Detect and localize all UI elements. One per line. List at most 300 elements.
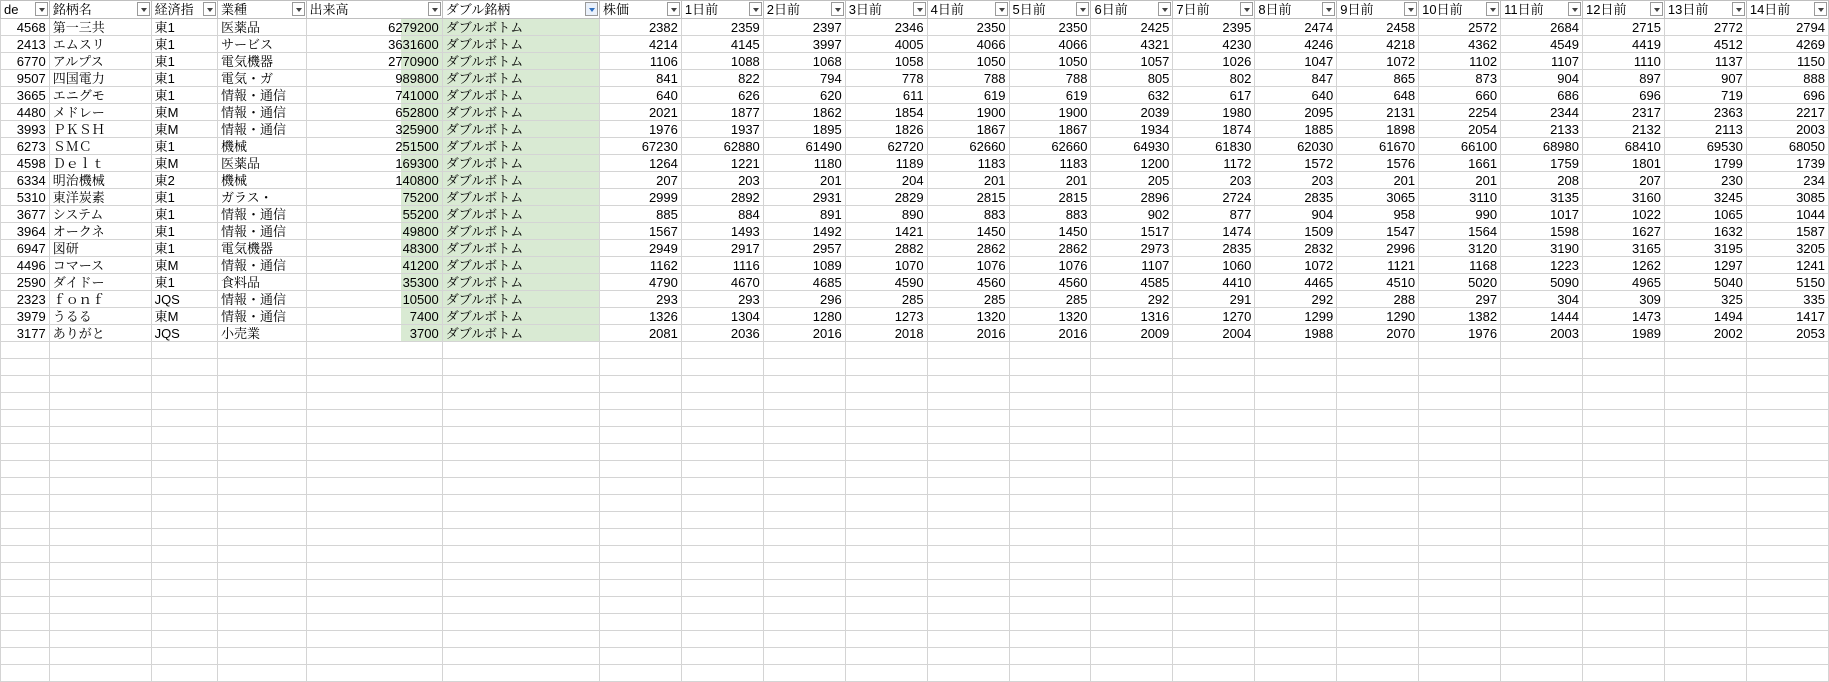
cell[interactable]: [1173, 563, 1255, 580]
cell[interactable]: 3135: [1501, 189, 1583, 206]
cell[interactable]: 958: [1337, 206, 1419, 223]
cell[interactable]: JQS: [151, 291, 217, 308]
cell[interactable]: [49, 529, 151, 546]
cell[interactable]: [927, 478, 1009, 495]
cell[interactable]: [151, 648, 217, 665]
cell[interactable]: [1664, 461, 1746, 478]
cell[interactable]: [1337, 597, 1419, 614]
cell[interactable]: [1337, 393, 1419, 410]
cell[interactable]: [1091, 444, 1173, 461]
cell[interactable]: [763, 597, 845, 614]
cell[interactable]: [599, 427, 681, 444]
cell[interactable]: 2832: [1255, 240, 1337, 257]
cell[interactable]: [49, 597, 151, 614]
cell[interactable]: [681, 376, 763, 393]
cell[interactable]: [1501, 359, 1583, 376]
cell[interactable]: 619: [927, 87, 1009, 104]
cell[interactable]: [1337, 512, 1419, 529]
cell[interactable]: [217, 563, 306, 580]
cell[interactable]: 1189: [845, 155, 927, 172]
cell[interactable]: 東1: [151, 70, 217, 87]
cell[interactable]: 2036: [681, 325, 763, 342]
cell[interactable]: [1583, 393, 1665, 410]
cell[interactable]: [1009, 461, 1091, 478]
cell[interactable]: 304: [1501, 291, 1583, 308]
cell[interactable]: [1173, 461, 1255, 478]
cell[interactable]: オークネ: [49, 223, 151, 240]
cell[interactable]: [1664, 410, 1746, 427]
cell[interactable]: [1664, 563, 1746, 580]
cell[interactable]: 1068: [763, 53, 845, 70]
cell[interactable]: ダブルボトム: [442, 104, 599, 121]
cell[interactable]: 1299: [1255, 308, 1337, 325]
empty-row[interactable]: [1, 580, 1829, 597]
cell[interactable]: 1493: [681, 223, 763, 240]
cell[interactable]: [1173, 512, 1255, 529]
cell[interactable]: [1583, 597, 1665, 614]
table-row[interactable]: [1, 291, 1829, 308]
cell[interactable]: [49, 495, 151, 512]
cell[interactable]: [151, 563, 217, 580]
cell[interactable]: [1583, 614, 1665, 631]
cell[interactable]: [1501, 444, 1583, 461]
column-header-10[interactable]: [927, 1, 1009, 19]
cell[interactable]: 2016: [763, 325, 845, 342]
cell[interactable]: [681, 495, 763, 512]
cell[interactable]: [927, 563, 1009, 580]
cell[interactable]: 2572: [1419, 19, 1501, 36]
cell[interactable]: [681, 648, 763, 665]
cell[interactable]: 1517: [1091, 223, 1173, 240]
cell[interactable]: [1337, 529, 1419, 546]
cell[interactable]: [1583, 529, 1665, 546]
cell[interactable]: [599, 597, 681, 614]
cell[interactable]: 1801: [1583, 155, 1665, 172]
cell[interactable]: [681, 393, 763, 410]
cell[interactable]: 877: [1173, 206, 1255, 223]
cell[interactable]: [681, 631, 763, 648]
cell[interactable]: 1895: [763, 121, 845, 138]
cell[interactable]: [1009, 580, 1091, 597]
cell[interactable]: 4362: [1419, 36, 1501, 53]
cell[interactable]: [1583, 512, 1665, 529]
cell[interactable]: 203: [1173, 172, 1255, 189]
cell[interactable]: [1091, 580, 1173, 597]
cell[interactable]: [1009, 444, 1091, 461]
cell[interactable]: 情報・通信: [217, 291, 306, 308]
cell[interactable]: 5020: [1419, 274, 1501, 291]
cell[interactable]: 1885: [1255, 121, 1337, 138]
cell[interactable]: 904: [1501, 70, 1583, 87]
cell[interactable]: 6279200: [306, 19, 442, 36]
cell[interactable]: [599, 665, 681, 682]
cell[interactable]: 小売業: [217, 325, 306, 342]
cell[interactable]: [1419, 512, 1501, 529]
cell[interactable]: [1664, 342, 1746, 359]
cell[interactable]: [49, 359, 151, 376]
cell[interactable]: [151, 614, 217, 631]
cell[interactable]: [763, 563, 845, 580]
cell[interactable]: [1255, 393, 1337, 410]
cell[interactable]: 4230: [1173, 36, 1255, 53]
cell[interactable]: [1255, 631, 1337, 648]
cell[interactable]: [306, 427, 442, 444]
cell[interactable]: 2133: [1501, 121, 1583, 138]
empty-row[interactable]: [1, 648, 1829, 665]
cell[interactable]: 3979: [1, 308, 50, 325]
cell[interactable]: 41200: [306, 257, 442, 274]
cell[interactable]: 201: [763, 172, 845, 189]
cell[interactable]: [763, 614, 845, 631]
cell[interactable]: [1009, 427, 1091, 444]
cell[interactable]: [1337, 495, 1419, 512]
cell[interactable]: [763, 665, 845, 682]
cell[interactable]: 4590: [845, 274, 927, 291]
cell[interactable]: ダブルボトム: [442, 308, 599, 325]
cell[interactable]: [49, 563, 151, 580]
cell[interactable]: 3245: [1664, 189, 1746, 206]
cell[interactable]: [442, 546, 599, 563]
cell[interactable]: 719: [1664, 87, 1746, 104]
cell[interactable]: 医薬品: [217, 155, 306, 172]
cell[interactable]: [1, 410, 50, 427]
cell[interactable]: 648: [1337, 87, 1419, 104]
cell[interactable]: [599, 614, 681, 631]
cell[interactable]: 1044: [1746, 206, 1828, 223]
cell[interactable]: 907: [1664, 70, 1746, 87]
empty-row[interactable]: [1, 546, 1829, 563]
cell[interactable]: [442, 342, 599, 359]
cell[interactable]: [1664, 495, 1746, 512]
cell[interactable]: [681, 359, 763, 376]
cell[interactable]: [442, 427, 599, 444]
cell[interactable]: 35300: [306, 274, 442, 291]
filter-dropdown-icon[interactable]: [913, 2, 926, 16]
cell[interactable]: [1, 648, 50, 665]
cell[interactable]: [151, 631, 217, 648]
cell[interactable]: 東M: [151, 308, 217, 325]
cell[interactable]: 686: [1501, 87, 1583, 104]
cell[interactable]: [845, 478, 927, 495]
cell[interactable]: 4480: [1, 104, 50, 121]
cell[interactable]: 69530: [1664, 138, 1746, 155]
cell[interactable]: [306, 546, 442, 563]
cell[interactable]: [763, 529, 845, 546]
cell[interactable]: [49, 631, 151, 648]
cell[interactable]: 1661: [1419, 155, 1501, 172]
cell[interactable]: 2770900: [306, 53, 442, 70]
cell[interactable]: 68410: [1583, 138, 1665, 155]
cell[interactable]: [1583, 580, 1665, 597]
cell[interactable]: [1501, 631, 1583, 648]
cell[interactable]: 62880: [681, 138, 763, 155]
cell[interactable]: [306, 614, 442, 631]
cell[interactable]: ｆｏｎｆ: [49, 291, 151, 308]
filter-dropdown-icon[interactable]: [1486, 2, 1499, 16]
cell[interactable]: [927, 512, 1009, 529]
cell[interactable]: 2684: [1501, 19, 1583, 36]
cell[interactable]: 2004: [1173, 325, 1255, 342]
cell[interactable]: 1050: [927, 53, 1009, 70]
cell[interactable]: 1200: [1091, 155, 1173, 172]
cell[interactable]: 285: [845, 291, 927, 308]
cell[interactable]: ダブルボトム: [442, 19, 599, 36]
cell[interactable]: [1419, 580, 1501, 597]
cell[interactable]: 1150: [1746, 53, 1828, 70]
cell[interactable]: 309: [1583, 291, 1665, 308]
cell[interactable]: [1255, 342, 1337, 359]
cell[interactable]: [1009, 529, 1091, 546]
cell[interactable]: 297: [1419, 291, 1501, 308]
cell[interactable]: 2715: [1583, 19, 1665, 36]
cell[interactable]: エムスリ: [49, 36, 151, 53]
cell[interactable]: 東M: [151, 257, 217, 274]
cell[interactable]: [681, 597, 763, 614]
cell[interactable]: [1746, 665, 1828, 682]
filter-dropdown-icon[interactable]: [1404, 2, 1417, 16]
empty-row[interactable]: [1, 614, 1829, 631]
cell[interactable]: 9507: [1, 70, 50, 87]
cell[interactable]: [1, 546, 50, 563]
cell[interactable]: [763, 546, 845, 563]
cell[interactable]: [1664, 393, 1746, 410]
cell[interactable]: 4510: [1337, 274, 1419, 291]
cell[interactable]: [1173, 597, 1255, 614]
cell[interactable]: 201: [1009, 172, 1091, 189]
cell[interactable]: 1168: [1419, 257, 1501, 274]
cell[interactable]: [927, 614, 1009, 631]
cell[interactable]: 1877: [681, 104, 763, 121]
cell[interactable]: [1583, 495, 1665, 512]
cell[interactable]: [599, 563, 681, 580]
cell[interactable]: 1937: [681, 121, 763, 138]
cell[interactable]: [217, 461, 306, 478]
cell[interactable]: 626: [681, 87, 763, 104]
cell[interactable]: 49800: [306, 223, 442, 240]
cell[interactable]: 2344: [1501, 104, 1583, 121]
cell[interactable]: [1501, 495, 1583, 512]
cell[interactable]: [1746, 597, 1828, 614]
cell[interactable]: 東1: [151, 240, 217, 257]
cell[interactable]: 1107: [1501, 53, 1583, 70]
cell[interactable]: 652800: [306, 104, 442, 121]
cell[interactable]: [1337, 359, 1419, 376]
cell[interactable]: 1900: [1009, 104, 1091, 121]
cell[interactable]: [306, 461, 442, 478]
filter-dropdown-icon[interactable]: [137, 2, 150, 16]
cell[interactable]: 1026: [1173, 53, 1255, 70]
column-header-8[interactable]: [763, 1, 845, 19]
cell[interactable]: 2957: [763, 240, 845, 257]
cell[interactable]: [1, 597, 50, 614]
cell[interactable]: [1173, 665, 1255, 682]
cell[interactable]: 4685: [763, 274, 845, 291]
cell[interactable]: 4585: [1091, 274, 1173, 291]
cell[interactable]: 1444: [1501, 308, 1583, 325]
cell[interactable]: [1746, 342, 1828, 359]
cell[interactable]: [1091, 546, 1173, 563]
cell[interactable]: [217, 444, 306, 461]
cell[interactable]: 1326: [599, 308, 681, 325]
cell[interactable]: 1221: [681, 155, 763, 172]
cell[interactable]: [442, 393, 599, 410]
cell[interactable]: [1091, 631, 1173, 648]
cell[interactable]: [1664, 546, 1746, 563]
cell[interactable]: [442, 597, 599, 614]
cell[interactable]: 3205: [1746, 240, 1828, 257]
cell[interactable]: [49, 665, 151, 682]
filter-dropdown-icon[interactable]: [995, 2, 1008, 16]
cell[interactable]: 東1: [151, 19, 217, 36]
cell[interactable]: [1091, 563, 1173, 580]
cell[interactable]: 1072: [1255, 257, 1337, 274]
cell[interactable]: [1664, 665, 1746, 682]
cell[interactable]: [151, 495, 217, 512]
cell[interactable]: 61490: [763, 138, 845, 155]
cell[interactable]: 1057: [1091, 53, 1173, 70]
cell[interactable]: [681, 427, 763, 444]
column-header-9[interactable]: [845, 1, 927, 19]
cell[interactable]: [1091, 648, 1173, 665]
empty-row[interactable]: [1, 393, 1829, 410]
cell[interactable]: 情報・通信: [217, 87, 306, 104]
cell[interactable]: 2474: [1255, 19, 1337, 36]
cell[interactable]: [1583, 461, 1665, 478]
column-header-19[interactable]: [1664, 1, 1746, 19]
cell[interactable]: 2217: [1746, 104, 1828, 121]
cell[interactable]: 2999: [599, 189, 681, 206]
cell[interactable]: [1091, 342, 1173, 359]
empty-row[interactable]: [1, 342, 1829, 359]
column-header-16[interactable]: [1419, 1, 1501, 19]
cell[interactable]: [681, 546, 763, 563]
cell[interactable]: [599, 478, 681, 495]
cell[interactable]: [1173, 495, 1255, 512]
column-header-18[interactable]: [1583, 1, 1665, 19]
empty-row[interactable]: [1, 665, 1829, 682]
table-row[interactable]: [1, 189, 1829, 206]
cell[interactable]: [1583, 342, 1665, 359]
cell[interactable]: [151, 342, 217, 359]
cell[interactable]: 6334: [1, 172, 50, 189]
empty-row[interactable]: [1, 461, 1829, 478]
cell[interactable]: 2835: [1255, 189, 1337, 206]
cell[interactable]: [1091, 495, 1173, 512]
empty-row[interactable]: [1, 597, 1829, 614]
cell[interactable]: 885: [599, 206, 681, 223]
cell[interactable]: [681, 342, 763, 359]
cell[interactable]: [763, 495, 845, 512]
cell[interactable]: 4246: [1255, 36, 1337, 53]
cell[interactable]: 1290: [1337, 308, 1419, 325]
cell[interactable]: [1337, 614, 1419, 631]
cell[interactable]: [1, 461, 50, 478]
cell[interactable]: [49, 580, 151, 597]
cell[interactable]: 2397: [763, 19, 845, 36]
cell[interactable]: 201: [927, 172, 1009, 189]
cell[interactable]: [845, 597, 927, 614]
cell[interactable]: 285: [1009, 291, 1091, 308]
cell[interactable]: [845, 410, 927, 427]
cell[interactable]: 68050: [1746, 138, 1828, 155]
cell[interactable]: 情報・通信: [217, 104, 306, 121]
cell[interactable]: [1664, 580, 1746, 597]
cell[interactable]: [1255, 376, 1337, 393]
cell[interactable]: [49, 512, 151, 529]
cell[interactable]: [927, 631, 1009, 648]
cell[interactable]: [927, 529, 1009, 546]
cell[interactable]: [1091, 614, 1173, 631]
cell[interactable]: 75200: [306, 189, 442, 206]
cell[interactable]: [1337, 546, 1419, 563]
cell[interactable]: [306, 563, 442, 580]
cell[interactable]: 図研: [49, 240, 151, 257]
cell[interactable]: [845, 359, 927, 376]
cell[interactable]: 62660: [927, 138, 1009, 155]
cell[interactable]: 1180: [763, 155, 845, 172]
cell[interactable]: 東2: [151, 172, 217, 189]
cell[interactable]: 2829: [845, 189, 927, 206]
table-row[interactable]: [1, 206, 1829, 223]
cell[interactable]: [1419, 461, 1501, 478]
cell[interactable]: [927, 546, 1009, 563]
cell[interactable]: [1664, 631, 1746, 648]
cell[interactable]: 62720: [845, 138, 927, 155]
cell[interactable]: [845, 614, 927, 631]
cell[interactable]: [1419, 648, 1501, 665]
cell[interactable]: [49, 342, 151, 359]
cell[interactable]: 電気機器: [217, 240, 306, 257]
table-row[interactable]: [1, 36, 1829, 53]
cell[interactable]: 201: [1419, 172, 1501, 189]
cell[interactable]: [1255, 546, 1337, 563]
cell[interactable]: 2003: [1501, 325, 1583, 342]
cell[interactable]: 1632: [1664, 223, 1746, 240]
cell[interactable]: [1337, 444, 1419, 461]
cell[interactable]: [1501, 427, 1583, 444]
cell[interactable]: [1583, 665, 1665, 682]
cell[interactable]: 788: [927, 70, 1009, 87]
cell[interactable]: 1241: [1746, 257, 1828, 274]
cell[interactable]: 食料品: [217, 274, 306, 291]
cell[interactable]: 617: [1173, 87, 1255, 104]
cell[interactable]: 2039: [1091, 104, 1173, 121]
cell[interactable]: [1173, 427, 1255, 444]
cell[interactable]: 1076: [927, 257, 1009, 274]
cell[interactable]: [927, 597, 1009, 614]
cell[interactable]: 6770: [1, 53, 50, 70]
cell[interactable]: [927, 342, 1009, 359]
cell[interactable]: 2815: [927, 189, 1009, 206]
cell[interactable]: [49, 614, 151, 631]
empty-row[interactable]: [1, 529, 1829, 546]
cell[interactable]: 990: [1419, 206, 1501, 223]
cell[interactable]: ダブルボトム: [442, 70, 599, 87]
table-row[interactable]: [1, 325, 1829, 342]
cell[interactable]: ダブルボトム: [442, 36, 599, 53]
cell[interactable]: [49, 478, 151, 495]
cell[interactable]: 2009: [1091, 325, 1173, 342]
cell[interactable]: [217, 614, 306, 631]
cell[interactable]: 3120: [1419, 240, 1501, 257]
cell[interactable]: 1739: [1746, 155, 1828, 172]
column-header-5[interactable]: [442, 1, 599, 19]
cell[interactable]: 東洋炭素: [49, 189, 151, 206]
empty-row[interactable]: [1, 495, 1829, 512]
cell[interactable]: 1627: [1583, 223, 1665, 240]
cell[interactable]: [306, 410, 442, 427]
cell[interactable]: 1867: [927, 121, 1009, 138]
